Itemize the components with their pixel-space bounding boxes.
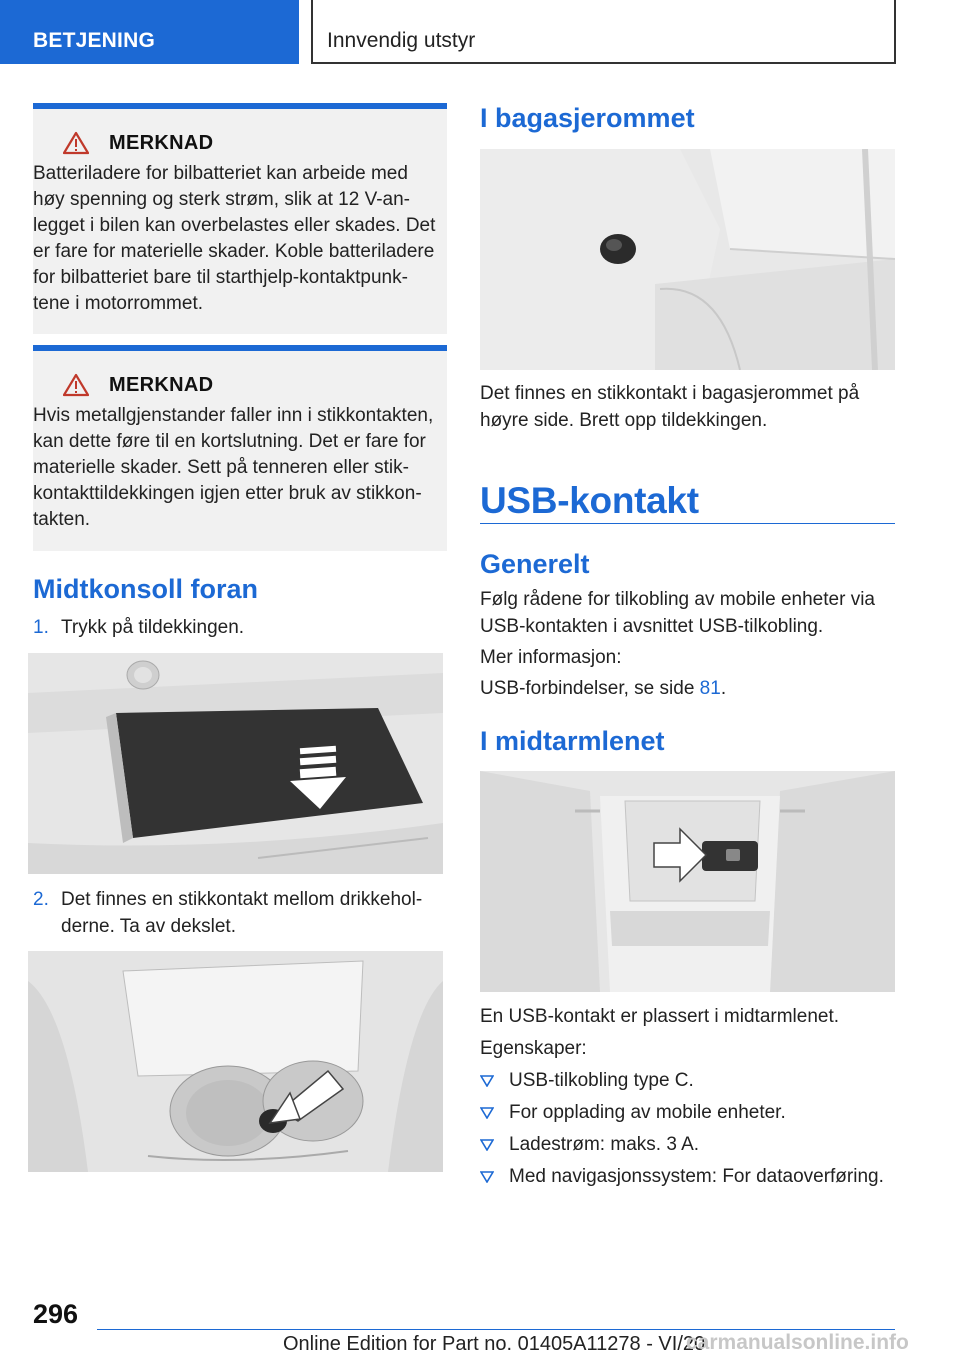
notice-title: MERKNAD xyxy=(109,131,214,154)
step-text: Trykk på tildekkingen. xyxy=(61,617,245,638)
list-item xyxy=(480,1131,895,1158)
armrest-text: En USB-kontakt er plassert i midtarmlenet. xyxy=(480,1006,840,1027)
step-number: 2. xyxy=(33,889,49,910)
watermark: carmanualsonline.info xyxy=(686,1331,909,1354)
warning-icon xyxy=(63,131,89,155)
list-item xyxy=(480,1163,895,1190)
notice-text: Hvis metallgjenstander faller inn i stikkontakten, kan dette føre til en kortslutning. Det er fare for materielle skader. Sett på tenneren eller stik-kontakttildekkingen igjen etter bruk av stikkon-takten. xyxy=(33,405,434,530)
list-item xyxy=(480,1099,895,1126)
heading-midtarmlen: I midtarmlenet xyxy=(480,726,665,756)
edition-text: Online Edition for Part no. 01405A11278 - VI/20 xyxy=(283,1333,706,1355)
warning-icon xyxy=(63,373,89,397)
figure-luggage-socket xyxy=(480,149,895,370)
page-link[interactable]: 81 xyxy=(699,678,721,699)
notice-box-charger xyxy=(33,103,447,334)
list-item-text: Med navigasjonssystem: For dataoverføring. xyxy=(509,1166,884,1187)
notice-text: Batteriladere for bilbatteriet kan arbeide med høy spenning og sterk strøm, slik at 12 V-an-legget i bilen kan overbelastes eller skades. Det er fare for materielle skader. Koble batteriladere for bilbatteriet bare til starthjelp-kontaktpunk-tene i motorrommet. xyxy=(33,163,436,314)
section-tab: BETJENING xyxy=(0,0,299,64)
heading-generelt: Generelt xyxy=(480,549,590,579)
notice-box-metal xyxy=(33,345,447,551)
usb-reference xyxy=(480,675,895,702)
bullet-triangle-icon xyxy=(480,1139,494,1151)
list-item-text: USB-tilkobling type C. xyxy=(509,1070,694,1091)
list-item-text: Ladestrøm: maks. 3 A. xyxy=(509,1134,700,1155)
reference-end: . xyxy=(720,678,727,699)
reference-text: USB-forbindelser, se side xyxy=(480,678,700,699)
heading-usb-kontakt: USB-kontakt xyxy=(480,480,699,521)
heading-rule xyxy=(480,523,895,524)
properties-label: Egenskaper: xyxy=(480,1038,587,1059)
bullet-triangle-icon xyxy=(480,1107,494,1119)
heading-midtkonsoll: Midtkonsoll foran xyxy=(33,574,258,604)
figure-armrest-usb xyxy=(480,771,895,992)
notice-title: MERKNAD xyxy=(109,373,214,396)
figure-cup-holders xyxy=(28,951,443,1172)
step-number: 1. xyxy=(33,617,49,638)
usb-general-text: Følg rådene for tilkobling av mobile enheter via USB-kontakten i avsnittet USB-tilkobling. xyxy=(480,589,875,637)
footer-rule xyxy=(97,1329,895,1330)
more-info-label: Mer informasjon: xyxy=(480,647,622,668)
heading-bagasjerom: I bagasjerommet xyxy=(480,103,695,133)
bullet-triangle-icon xyxy=(480,1171,494,1183)
step-1 xyxy=(33,614,447,641)
bullet-triangle-icon xyxy=(480,1075,494,1087)
page-number: 296 xyxy=(33,1299,79,1329)
step-2 xyxy=(33,886,447,937)
bagasjerom-text: Det finnes en stikkontakt i bagasjerommet på høyre side. Brett opp tildekkingen. xyxy=(480,383,860,431)
list-item-text: For opplading av mobile enheter. xyxy=(509,1102,786,1123)
list-item xyxy=(480,1067,895,1094)
step-text: Det finnes en stikkontakt mellom drikkehol-derne. Ta av dekslet. xyxy=(61,889,423,937)
figure-console-cover xyxy=(28,653,443,874)
chapter-title: Innvendig utstyr xyxy=(311,0,896,64)
